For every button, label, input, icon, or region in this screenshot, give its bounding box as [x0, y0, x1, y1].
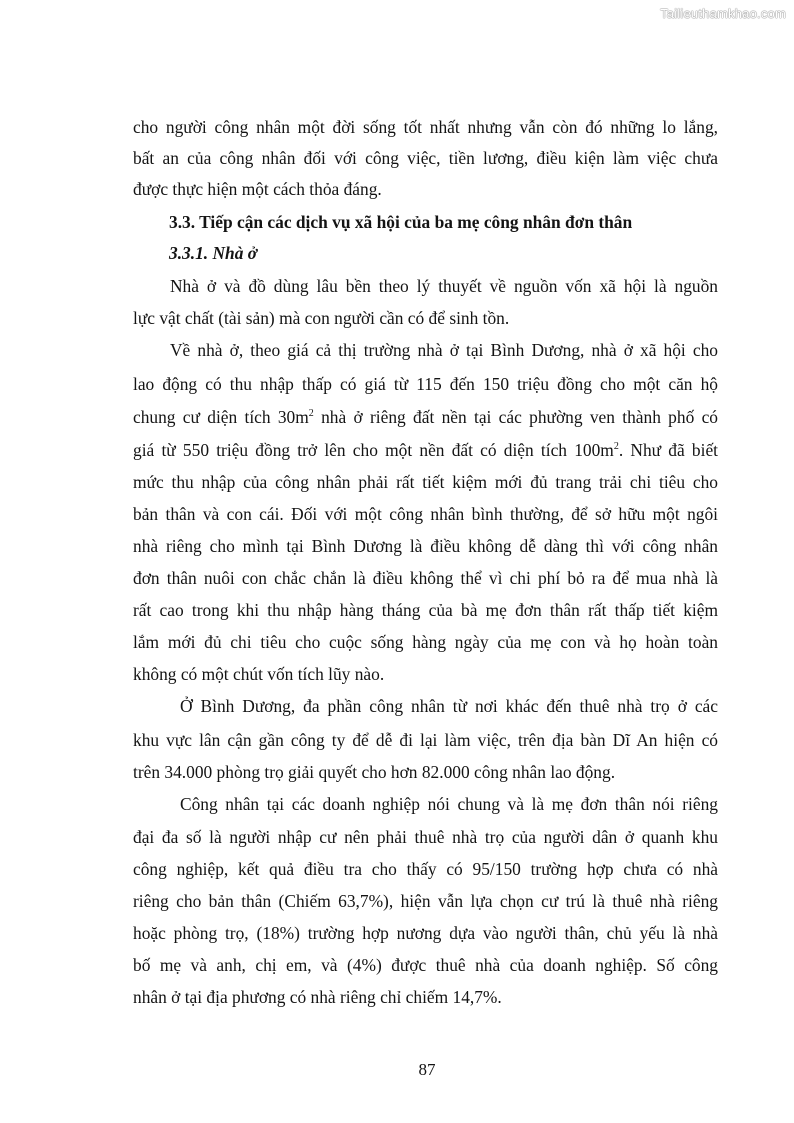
paragraph-3-line: chung cư diện tích $30m^2$ nhà ở riêng đất nền tại các phường ven thành phố có — [133, 407, 718, 427]
paragraph-1-line: được thực hiện một cách thỏa đáng. — [133, 179, 382, 199]
paragraph-3-line: giá từ 550 triệu đồng trở lên cho một nền đất có diện tích $100m^2$. Như đã biết — [133, 440, 718, 460]
paragraph-3-line: đơn thân nuôi con chắc chắn là điều không thể vì chi phí bỏ ra để mua nhà là — [133, 568, 718, 588]
paragraph-3-line: không có một chút vốn tích lũy nào. — [133, 664, 385, 684]
paragraph-3-line: mức thu nhập của công nhân phải rất tiết kiệm mới đủ trang trải chi tiêu cho — [133, 472, 718, 492]
superscript: 2 — [613, 441, 619, 452]
paragraph-2-line: Nhà ở và đồ dùng lâu bền theo lý thuyết về nguồn vốn xã hội là nguồn — [170, 276, 718, 296]
paragraph-3-line: bản thân và con cái. Đối với một công nhân bình thường, để sở hữu một ngôi — [133, 504, 718, 524]
paragraph-5-line: Công nhân tại các doanh nghiệp nói chung và là mẹ đơn thân nói riêng — [180, 794, 718, 814]
paragraph-4-line: trên 34.000 phòng trọ giải quyết cho hơn 82.000 công nhân lao động. — [133, 762, 616, 782]
paragraph-3-line: nhà riêng cho mình tại Bình Dương là điều không dễ dàng thì với công nhân — [133, 536, 718, 556]
paragraph-4-line: khu vực lân cận gần công ty để dễ đi lại làm việc, trên địa bàn Dĩ An hiện có — [133, 730, 718, 750]
paragraph-5-line: riêng cho bản thân (Chiếm 63,7%), hiện vẫn lựa chọn cư trú là thuê nhà riêng — [133, 891, 718, 911]
paragraph-4-line: Ở Bình Dương, đa phần công nhân từ nơi khác đến thuê nhà trọ ở các — [180, 696, 718, 716]
paragraph-5-line: nhân ở tại địa phương có nhà riêng chỉ chiếm 14,7%. — [133, 987, 502, 1007]
paragraph-2-line: lực vật chất (tài sản) mà con người cần có để sinh tồn. — [133, 308, 510, 328]
paragraph-1-line: cho người công nhân một đời sống tốt nhất nhưng vẫn còn đó những lo lắng, — [133, 117, 718, 137]
paragraph-3-line: lao động có thu nhập thấp có giá từ 115 đến 150 triệu đồng cho một căn hộ — [133, 374, 718, 394]
paragraph-3-line: lắm mới đủ chi tiêu cho cuộc sống hàng ngày của mẹ con và họ hoàn toàn — [133, 632, 718, 652]
section-heading-3-3: 3.3. Tiếp cận các dịch vụ xã hội của ba mẹ công nhân đơn thân — [169, 212, 633, 232]
page-number: 87 — [418, 1060, 436, 1079]
paragraph-5-line: công nghiệp, kết quả điều tra cho thấy có 95/150 trường hợp chưa có nhà — [133, 859, 718, 879]
watermark-text: Tailieuthamkhao.com — [660, 6, 786, 21]
paragraph-3-line: Về nhà ở, theo giá cả thị trường nhà ở tại Bình Dương, nhà ở xã hội cho — [170, 340, 718, 360]
paragraph-1-line: bất an của công nhân đối với công việc, tiền lương, điều kiện làm việc chưa — [133, 148, 718, 168]
paragraph-5-line: hoặc phòng trọ, (18%) trường hợp nương dựa vào người thân, chủ yếu là nhà — [133, 923, 718, 943]
superscript: 2 — [308, 408, 314, 419]
subsection-heading-3-3-1: 3.3.1. Nhà ở — [169, 243, 258, 263]
paragraph-5-line: đại đa số là người nhập cư nên phải thuê nhà trọ của người dân ở quanh khu — [133, 827, 718, 847]
paragraph-3-line: rất cao trong khi thu nhập hàng tháng của bà mẹ đơn thân rất thấp tiết kiệm — [133, 600, 718, 620]
paragraph-5-line: bố mẹ và anh, chị em, và (4%) được thuê nhà của doanh nghiệp. Số công — [133, 955, 718, 975]
